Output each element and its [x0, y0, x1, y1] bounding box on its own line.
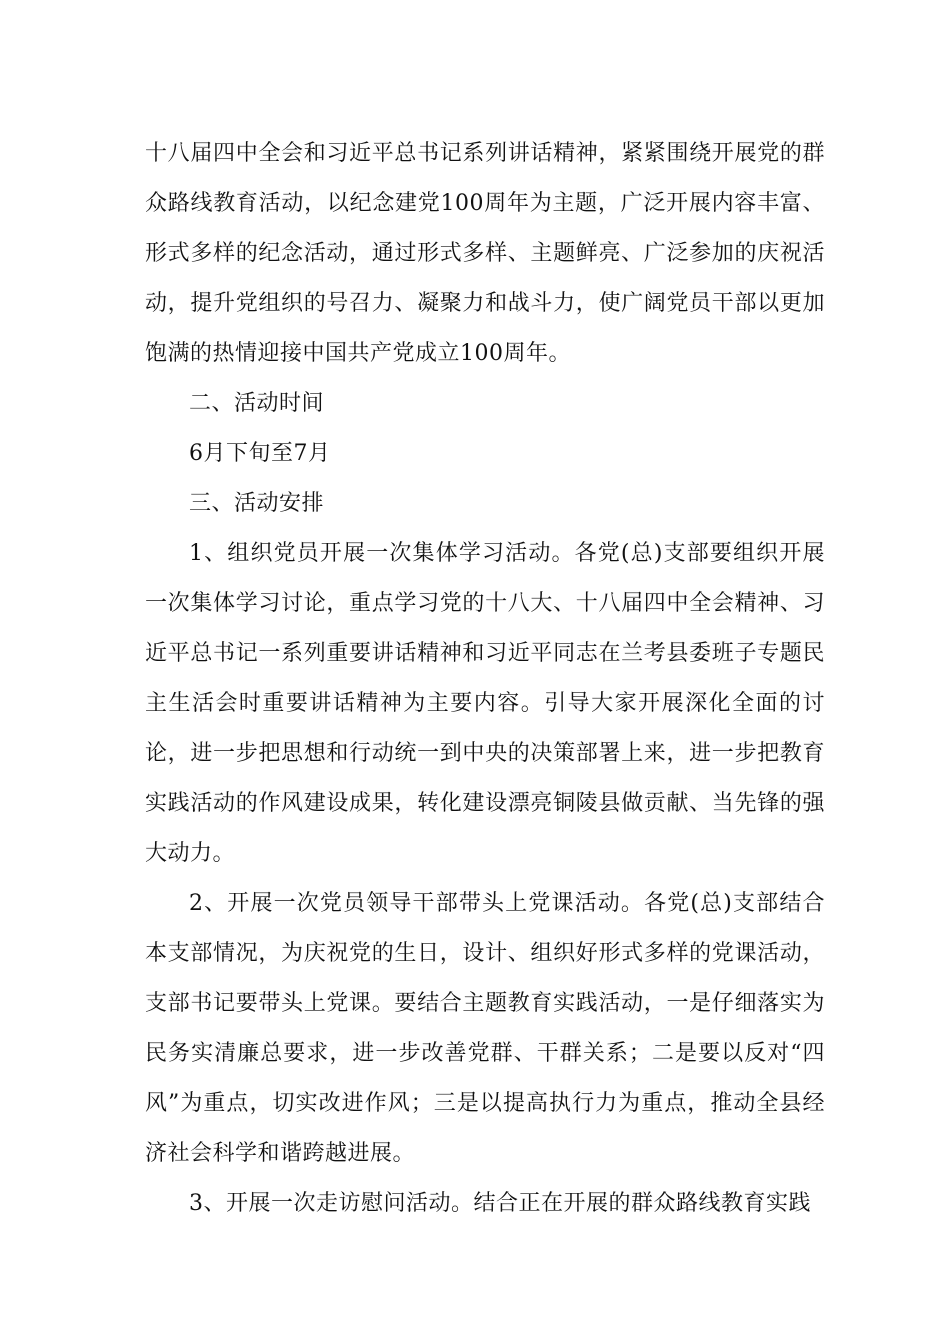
section-heading-activity-time: 二、活动时间	[189, 391, 325, 416]
arrangement-item-1: 1、组织党员开展一次集体学习活动。各党(总)支部要组织开展一次集体学习讨论，重点学习党的十八大、十八届四中全会精神、习近平总书记一系列重要讲话精神和习近平同志在兰考县委班子专题民主生活会时重要讲话精神为主要内容。引导大家开展深化全面的讨论，进一步把思想和行动统一到中央的决策部署上来，进一步把教育实践活动的作风建设成果，转化建设漂亮铜陵县做贡献、当先锋的强大动力。	[145, 541, 825, 866]
arrangement-item-2: 2、开展一次党员领导干部带头上党课活动。各党(总)支部结合本支部情况，为庆祝党的生日，设计、组织好形式多样的党课活动，支部书记要带头上党课。要结合主题教育实践活动，一是仔细落实为民务实清廉总要求，进一步改善党群、干群关系；二是要以反对“四风”为重点，切实改进作风；三是以提高执行力为重点，推动全县经济社会科学和谐跨越进展。	[145, 891, 825, 1166]
section-heading-activity-arrangement: 三、活动安排	[189, 491, 325, 516]
document-body	[145, 129, 825, 1229]
arrangement-item-3: 3、开展一次走访慰问活动。结合正在开展的群众路线教育实践	[189, 1191, 811, 1216]
paragraph-intro-continuation: 十八届四中全会和习近平总书记系列讲话精神，紧紧围绕开展党的群众路线教育活动，以纪念建党100周年为主题，广泛开展内容丰富、形式多样的纪念活动，通过形式多样、主题鲜亮、广泛参加的庆祝活动，提升党组织的号召力、凝聚力和战斗力，使广阔党员干部以更加饱满的热情迎接中国共产党成立100周年。	[145, 141, 825, 366]
activity-time-value: 6月下旬至7月	[189, 441, 331, 466]
